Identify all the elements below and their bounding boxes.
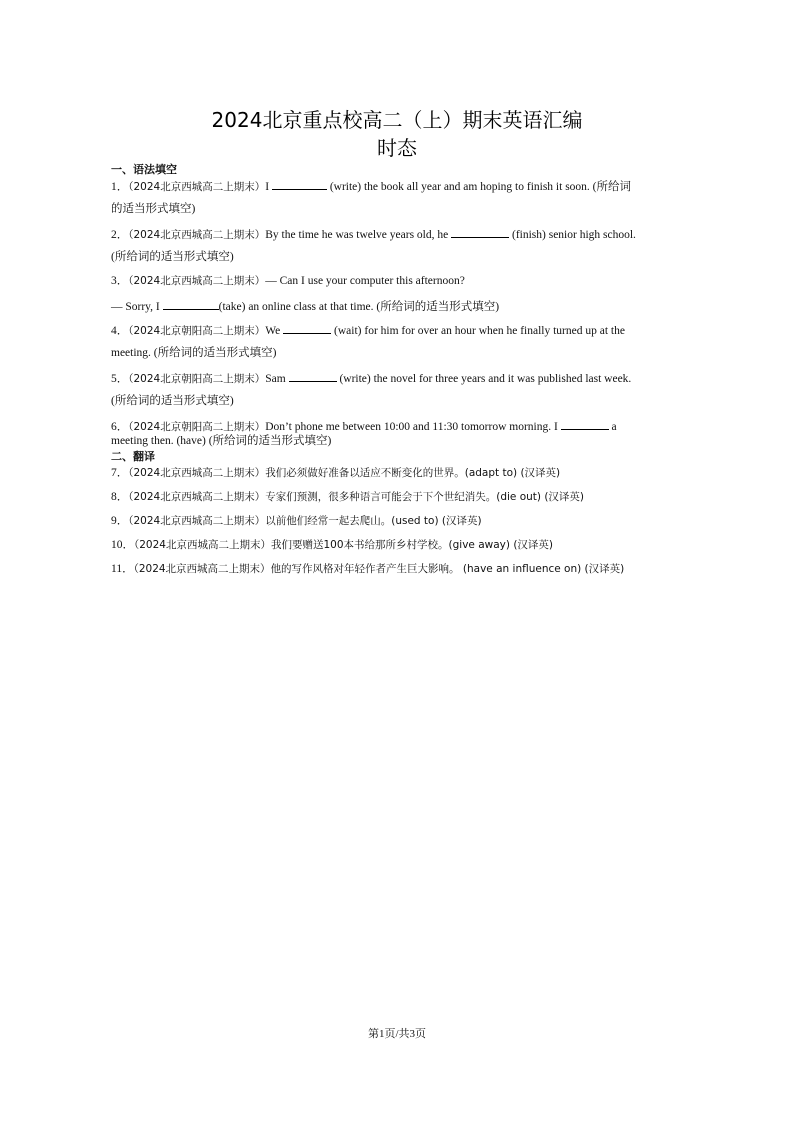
- question-text: (finish) senior high school.: [509, 229, 636, 241]
- question-10: [111, 538, 689, 552]
- answer-blank[interactable]: [283, 322, 331, 334]
- question-text: (write) the novel for three years and it was published last week.: [336, 373, 632, 385]
- question-4-continued: meeting. (所给词的适当形式填空): [111, 347, 277, 359]
- question-number: 1．: [111, 181, 129, 193]
- question-4: [111, 322, 689, 338]
- question-11: [111, 562, 689, 576]
- question-source: （2024北京西城高二上期末）: [133, 563, 271, 575]
- question-source: （2024北京西城高二上期末）: [128, 515, 266, 527]
- question-number: 3．: [111, 275, 129, 287]
- question-text: By the time he was twelve years old, he: [265, 229, 452, 241]
- question-9: [111, 514, 689, 528]
- question-5-continued: (所给词的适当形式填空): [111, 395, 234, 407]
- question-2-continued: (所给词的适当形式填空): [111, 251, 234, 263]
- question-number: 2．: [111, 229, 129, 241]
- question-number: 10．: [111, 539, 134, 551]
- question-text: 我们必须做好准备以适应不断变化的世界。(adapt to) (汉译英): [265, 467, 561, 479]
- answer-blank[interactable]: [289, 370, 337, 382]
- question-6: [111, 418, 689, 434]
- question-number: 11．: [111, 563, 134, 575]
- question-text: 他的写作风格对年轻作者产生巨大影响。 (have an influence on) (汉译英): [270, 563, 625, 575]
- question-text: (write) the book all year and am hoping to finish it soon. (所给词: [326, 181, 632, 193]
- question-number: 6．: [111, 421, 129, 433]
- question-8: [111, 490, 689, 504]
- question-text: We: [265, 325, 284, 337]
- question-source: （2024北京西城高二上期末）: [128, 181, 266, 193]
- question-text: 以前他们经常一起去爬山。(used to) (汉译英): [265, 515, 482, 527]
- question-source: （2024北京朝阳高二上期末）: [128, 421, 266, 433]
- answer-blank[interactable]: [272, 178, 327, 190]
- question-text: 专家们预测，很多种语言可能会于下个世纪消失。(die out) (汉译英): [265, 491, 585, 503]
- page-number-footer: 第1页/共3页: [367, 1028, 427, 1040]
- document-title: 2024北京重点校高二（上）期末英语汇编: [211, 108, 583, 132]
- question-text: Don’t phone me between 10:00 and 11:30 tomorrow morning. I: [265, 421, 561, 433]
- question-text: Sam: [265, 373, 289, 385]
- question-text: (take) an online class at that time. (所给词的适当形式填空): [218, 301, 500, 313]
- question-source: （2024北京西城高二上期末）: [134, 539, 271, 551]
- question-6-continued: meeting then. (have) (所给词的适当形式填空): [111, 435, 332, 447]
- question-1-continued: 的适当形式填空): [111, 203, 196, 215]
- question-text: — Sorry, I: [111, 301, 163, 313]
- question-3-response: [111, 298, 689, 314]
- question-number: 5．: [111, 373, 129, 385]
- question-3: [111, 274, 689, 288]
- question-source: （2024北京西城高二上期末）: [128, 275, 266, 287]
- question-source: （2024北京朝阳高二上期末）: [128, 325, 266, 337]
- answer-blank[interactable]: [561, 418, 609, 430]
- answer-blank[interactable]: [451, 226, 509, 238]
- document-subtitle: 时态: [377, 136, 417, 160]
- question-source: （2024北京西城高二上期末）: [128, 229, 266, 241]
- question-source: （2024北京朝阳高二上期末）: [128, 373, 266, 385]
- question-text: (wait) for him for over an hour when he finally turned up at the: [331, 325, 625, 337]
- question-5: [111, 370, 689, 386]
- section-heading-translation: 二、翻译: [111, 450, 155, 463]
- section-heading-grammar: 一、语法填空: [111, 163, 177, 176]
- question-source: （2024北京西城高二上期末）: [128, 491, 266, 503]
- question-7: [111, 466, 689, 480]
- question-source: （2024北京西城高二上期末）: [128, 467, 266, 479]
- question-1: [111, 178, 689, 194]
- question-text: — Can I use your computer this afternoon?: [265, 275, 465, 287]
- question-number: 7．: [111, 467, 129, 479]
- answer-blank[interactable]: [163, 298, 219, 310]
- question-number: 9．: [111, 515, 129, 527]
- question-text: I: [265, 181, 272, 193]
- question-number: 8．: [111, 491, 129, 503]
- question-2: [111, 226, 689, 242]
- question-number: 4．: [111, 325, 129, 337]
- question-text: a: [608, 421, 617, 433]
- question-text: 我们要赠送100本书给那所乡村学校。(give away) (汉译英): [270, 539, 554, 551]
